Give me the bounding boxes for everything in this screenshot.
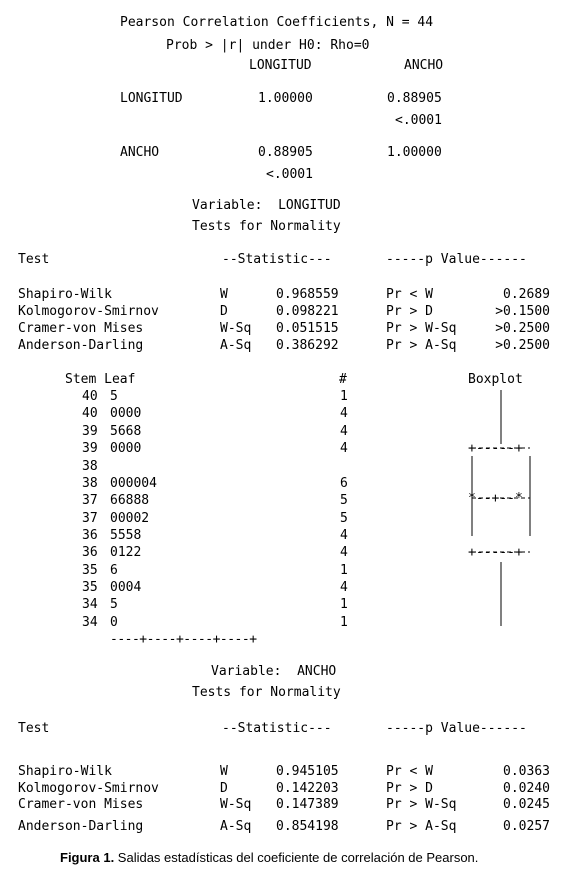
stem: 39 xyxy=(82,424,98,439)
stat-value: 0.854198 xyxy=(276,819,339,834)
caption-text: Salidas estadísticas del coeficiente de correlación de Pearson. xyxy=(114,850,479,865)
count: 5 xyxy=(340,511,348,526)
p-name: Pr > W-Sq xyxy=(386,321,457,336)
p-value: 0.0240 xyxy=(503,781,550,796)
test-name: Cramer-von Mises xyxy=(18,321,144,336)
leaf: 00002 xyxy=(110,511,150,526)
count: 4 xyxy=(340,545,348,560)
stat-value: 0.945105 xyxy=(276,764,339,779)
p-name: Pr < W xyxy=(386,287,433,302)
count-header: # xyxy=(339,372,347,387)
stat-name: W xyxy=(220,287,228,302)
header-test: Test xyxy=(18,252,50,267)
stem: 35 xyxy=(82,580,98,595)
normality-title: Tests for Normality xyxy=(192,219,341,234)
stem-leaf-header: Stem Leaf xyxy=(65,372,136,387)
stem: 36 xyxy=(82,545,98,560)
leaf: 5558 xyxy=(110,528,142,543)
count: 4 xyxy=(340,528,348,543)
caption-label: Figura 1. xyxy=(60,850,115,865)
stat-value: 0.147389 xyxy=(276,797,339,812)
variable-heading: Variable: LONGITUD xyxy=(192,198,341,213)
normality-title: Tests for Normality xyxy=(192,685,341,700)
stem: 39 xyxy=(82,441,98,456)
leaf: 0 xyxy=(110,615,118,630)
p-value: 0.2689 xyxy=(503,287,550,302)
count: 4 xyxy=(340,406,348,421)
test-name: Kolmogorov-Smirnov xyxy=(18,304,159,319)
p-name: Pr > D xyxy=(386,781,433,796)
stem: 34 xyxy=(82,597,98,612)
count: 1 xyxy=(340,615,348,630)
stat-name: D xyxy=(220,781,228,796)
stem: 36 xyxy=(82,528,98,543)
leaf: 0000 xyxy=(110,441,142,456)
count: 1 xyxy=(340,563,348,578)
pearson-col-header-longitud: LONGITUD xyxy=(249,58,312,73)
pearson-cell-pvalue: <.0001 xyxy=(266,167,313,182)
leaf: 0004 xyxy=(110,580,142,595)
stat-name: W-Sq xyxy=(220,797,252,812)
count: 1 xyxy=(340,389,348,404)
box-median-marker: *--+--* xyxy=(468,491,523,506)
boxplot-header: Boxplot xyxy=(468,372,523,387)
count: 1 xyxy=(340,597,348,612)
p-value: >0.2500 xyxy=(495,338,550,353)
pearson-title: Pearson Correlation Coefficients, N = 44 xyxy=(120,15,434,30)
test-name: Kolmogorov-Smirnov xyxy=(18,781,159,796)
count: 4 xyxy=(340,580,348,595)
figure-caption xyxy=(60,850,478,865)
p-name: Pr > A-Sq xyxy=(386,819,457,834)
count: 4 xyxy=(340,424,348,439)
pearson-subtitle: Prob > |r| under H0: Rho=0 xyxy=(166,38,370,53)
leaf: 000004 xyxy=(110,476,157,491)
leaf: 5 xyxy=(110,389,118,404)
pearson-cell-pvalue: <.0001 xyxy=(395,113,442,128)
count: 6 xyxy=(340,476,348,491)
p-name: Pr > D xyxy=(386,304,433,319)
variable-heading: Variable: ANCHO xyxy=(211,664,337,679)
leaf: 0000 xyxy=(110,406,142,421)
p-name: Pr > A-Sq xyxy=(386,338,457,353)
leaf: 66888 xyxy=(110,493,150,508)
stat-value: 0.051515 xyxy=(276,321,339,336)
header-statistic: --Statistic--- xyxy=(222,252,332,267)
pearson-row-label: LONGITUD xyxy=(120,91,183,106)
stat-value: 0.142203 xyxy=(276,781,339,796)
stat-value: 0.098221 xyxy=(276,304,339,319)
pearson-row-label: ANCHO xyxy=(120,145,160,160)
header-test: Test xyxy=(18,721,50,736)
stat-name: W-Sq xyxy=(220,321,252,336)
pearson-cell-value: 1.00000 xyxy=(387,145,442,160)
stem: 38 xyxy=(82,476,98,491)
stem: 40 xyxy=(82,389,98,404)
p-value: >0.1500 xyxy=(495,304,550,319)
stem: 40 xyxy=(82,406,98,421)
stem: 38 xyxy=(82,459,98,474)
count: 4 xyxy=(340,441,348,456)
leaf: 0122 xyxy=(110,545,142,560)
stat-name: D xyxy=(220,304,228,319)
test-name: Cramer-von Mises xyxy=(18,797,144,812)
count: 5 xyxy=(340,493,348,508)
pearson-cell-value: 0.88905 xyxy=(258,145,313,160)
box-top-plus: +-----+ xyxy=(468,441,523,456)
boxplot xyxy=(460,386,540,631)
leaf: 5668 xyxy=(110,424,142,439)
stem: 35 xyxy=(82,563,98,578)
p-value: 0.0363 xyxy=(503,764,550,779)
test-name: Anderson-Darling xyxy=(18,338,144,353)
stem: 34 xyxy=(82,615,98,630)
header-pvalue: -----p Value------ xyxy=(386,721,527,736)
test-name: Shapiro-Wilk xyxy=(18,287,112,302)
leaf-scale: ----+----+----+----+ xyxy=(110,632,257,647)
test-name: Anderson-Darling xyxy=(18,819,144,834)
leaf: 5 xyxy=(110,597,118,612)
stat-name: W xyxy=(220,764,228,779)
p-value: 0.0245 xyxy=(503,797,550,812)
p-value: >0.2500 xyxy=(495,321,550,336)
leaf: 6 xyxy=(110,563,118,578)
header-pvalue: -----p Value------ xyxy=(386,252,527,267)
stat-name: A-Sq xyxy=(220,338,252,353)
stat-name: A-Sq xyxy=(220,819,252,834)
stem: 37 xyxy=(82,511,98,526)
stem: 37 xyxy=(82,493,98,508)
pearson-cell-value: 1.00000 xyxy=(258,91,313,106)
p-name: Pr > W-Sq xyxy=(386,797,457,812)
stat-value: 0.968559 xyxy=(276,287,339,302)
pearson-cell-value: 0.88905 xyxy=(387,91,442,106)
header-statistic: --Statistic--- xyxy=(222,721,332,736)
test-name: Shapiro-Wilk xyxy=(18,764,112,779)
stat-value: 0.386292 xyxy=(276,338,339,353)
pearson-col-header-ancho: ANCHO xyxy=(404,58,444,73)
p-name: Pr < W xyxy=(386,764,433,779)
box-bottom-plus: +-----+ xyxy=(468,545,523,560)
p-value: 0.0257 xyxy=(503,819,550,834)
